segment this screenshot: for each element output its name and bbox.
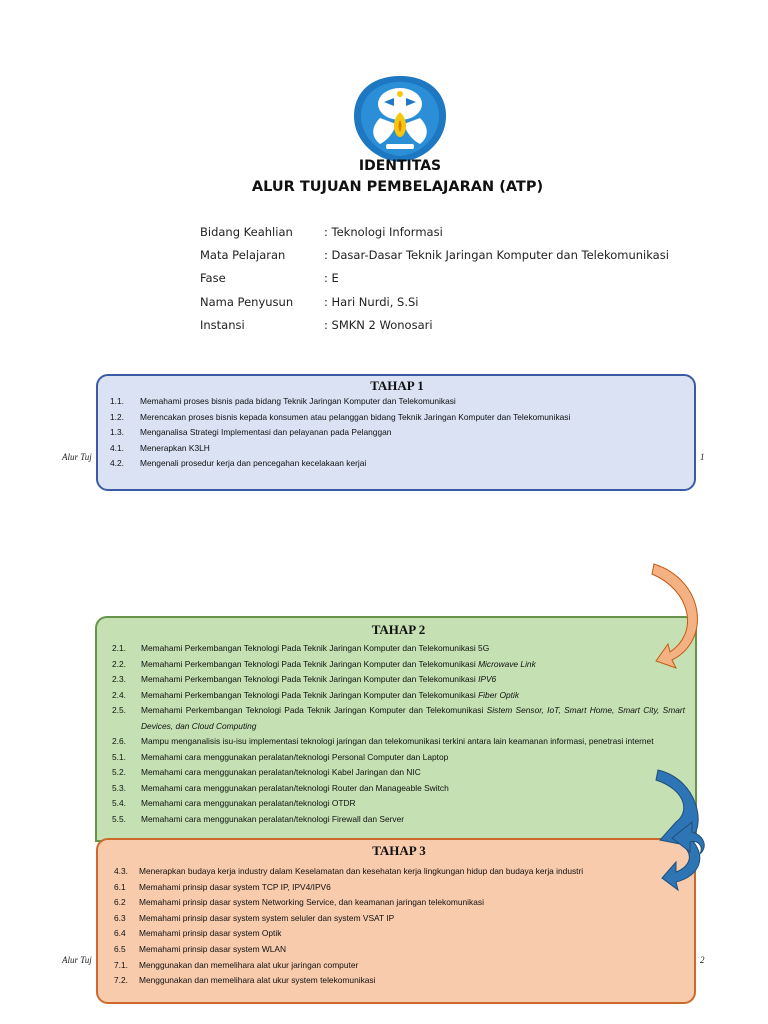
identity-value: : SMKN 2 Wonosari — [324, 317, 433, 332]
item-text: Memahami prinsip dasar system WLAN — [139, 943, 287, 954]
item-number: 2.6. — [112, 736, 126, 746]
item-number: 4.3. — [114, 866, 128, 876]
item-text: Menganalisa Strategi Implementasi dan pelayanan pada Pelanggan — [140, 427, 392, 437]
item-text: Menggunakan dan memelihara alat ukur jaringan computer — [139, 959, 359, 970]
item-number: 6.4 — [114, 928, 126, 939]
list-item — [114, 926, 684, 942]
identity-value: : Dasar-Dasar Teknik Jaringan Komputer dan Telekomunikasi — [324, 247, 669, 262]
logo-icon — [350, 74, 450, 164]
item-number: 1.2. — [110, 411, 124, 422]
item-number: 5.5. — [112, 813, 126, 824]
item-number: 1.1. — [110, 396, 124, 406]
item-text: Merencakan proses bisnis kepada konsumen atau pelanggan bidang Teknik Jaringan Komputer dan Telekomunikasi — [140, 411, 571, 422]
tahap3-title: TAHAP 3 — [372, 843, 426, 858]
item-number: 5.1. — [112, 751, 126, 762]
list-item — [114, 973, 684, 989]
list-item — [112, 796, 685, 812]
list-item — [112, 812, 685, 828]
item-text: Memahami Perkembangan Teknologi Pada Teknik Jaringan Komputer dan Telekomunikasi IPV6 — [141, 674, 497, 684]
list-item — [112, 657, 685, 673]
item-number: 2.1. — [112, 643, 126, 653]
list-item — [110, 425, 684, 441]
item-text: Memahami cara menggunakan peralatan/teknologi Personal Computer dan Laptop — [141, 751, 449, 762]
tahap3-box — [96, 838, 696, 1004]
list-item — [112, 688, 685, 704]
identity-row — [200, 267, 669, 290]
identity-label: Mata Pelajaran — [200, 247, 286, 262]
identity-label: Fase — [200, 271, 226, 286]
tahap2-title: TAHAP 2 — [371, 622, 426, 637]
identity-row — [200, 290, 669, 313]
item-text: Memahami prinsip dasar system system seluler dan system VSAT IP — [139, 912, 395, 923]
list-item — [112, 765, 685, 781]
item-text: Memahami cara menggunakan peralatan/teknologi Firewall dan Server — [141, 813, 405, 824]
list-item — [110, 394, 684, 410]
item-text: Memahami prinsip dasar system Optik — [139, 928, 282, 939]
identity-row — [200, 220, 669, 243]
document-title: IDENTITAS — [358, 158, 442, 174]
list-item — [112, 734, 685, 750]
item-number: 5.3. — [112, 782, 126, 793]
item-number: 7.1. — [114, 959, 128, 970]
item-number: 6.5 — [114, 943, 126, 954]
item-text: Memahami cara menggunakan peralatan/teknologi Router dan Manageable Switch — [141, 782, 449, 793]
item-number: 7.2. — [114, 975, 128, 986]
list-item — [110, 456, 684, 472]
item-number: 4.2. — [110, 458, 124, 468]
item-text: Memahami Perkembangan Teknologi Pada Teknik Jaringan Komputer dan Telekomunikasi 5G — [141, 643, 490, 653]
item-text: Memahami Perkembangan Teknologi Pada Teknik Jaringan Komputer dan Telekomunikasi Fiber Optik — [141, 689, 520, 700]
page-number: 1 — [700, 452, 705, 462]
list-item — [112, 781, 685, 797]
list-item — [114, 880, 684, 896]
list-item — [112, 672, 685, 688]
identity-table — [200, 220, 669, 336]
item-number: 2.4. — [112, 689, 126, 700]
item-number: 6.1 — [114, 881, 126, 892]
item-text: Memahami Perkembangan Teknologi Pada Teknik Jaringan Komputer dan Telekomunikasi Microwave Link — [141, 658, 536, 669]
tahap1-box — [96, 374, 696, 491]
identity-row — [200, 313, 669, 336]
tahap1-title: TAHAP 1 — [370, 378, 424, 393]
item-number: 2.5. — [112, 705, 126, 715]
item-number: 6.3 — [114, 912, 126, 923]
item-text: Mengenali prosedur kerja dan pencegahan kecelakaan kerjai — [140, 458, 367, 468]
item-text: Mampu menganalisis isu-isu implementasi teknologi jaringan dan telekomunikasi terkini antara lain keamanan informasi, penetrasi internet — [141, 736, 654, 746]
document-subtitle: ALUR TUJUAN PEMBELAJARAN (ATP) — [251, 179, 544, 195]
list-item — [112, 750, 685, 766]
tut-wuri-handayani-logo — [350, 74, 450, 164]
list-item — [112, 641, 685, 657]
identity-value: : Teknologi Informasi — [324, 224, 443, 239]
identity-label: Nama Penyusun — [200, 294, 294, 309]
list-item — [114, 942, 684, 958]
list-item — [110, 441, 684, 457]
page-footer-left: Alur Tuj — [62, 452, 92, 462]
identity-value: : Hari Nurdi, S.Si — [324, 294, 419, 309]
list-item — [114, 911, 684, 927]
item-text: Menerapkan budaya kerja industry dalam Keselamatan dan kesehatan kerja lingkungan hidup dan budaya kerja industri — [139, 866, 584, 876]
identity-value: : E — [324, 271, 339, 286]
identity-row — [200, 243, 669, 266]
item-text: Memahami prinsip dasar system Networking Service, dan keamanan jaringan telekomunikasi — [139, 897, 484, 908]
list-item — [114, 895, 684, 911]
item-number: 2.2. — [112, 658, 126, 669]
item-text: Memahami cara menggunakan peralatan/teknologi OTDR — [141, 798, 356, 808]
item-number: 1.3. — [110, 427, 124, 437]
item-text: Memahami Perkembangan Teknologi Pada Teknik Jaringan Komputer dan Telekomunikasi Sistem Sensor, IoT, Smart Home, Smart City, Smart Devices, dan Cloud Computing — [141, 705, 685, 731]
item-text: Memahami cara menggunakan peralatan/teknologi Kabel Jaringan dan NIC — [141, 767, 421, 777]
page-footer-left: Alur Tuj — [62, 955, 92, 965]
list-item — [114, 958, 684, 974]
tahap2-box — [95, 616, 697, 842]
item-text: Memahami proses bisnis pada bidang Teknik Jaringan Komputer dan Telekomunikasi — [140, 396, 456, 406]
item-number: 2.3. — [112, 674, 126, 684]
list-item — [110, 410, 684, 426]
list-item — [114, 864, 684, 880]
item-number: 4.1. — [110, 442, 124, 453]
item-text: Memahami prinsip dasar system TCP IP, IPV4/IPV6 — [139, 881, 331, 892]
item-text: Menggunakan dan memelihara alat ukur system telekomunikasi — [139, 975, 376, 986]
item-text: Menerapkan K3LH — [140, 442, 210, 453]
item-number: 5.4. — [112, 798, 126, 808]
item-number: 5.2. — [112, 767, 126, 777]
page-number: 2 — [700, 955, 705, 965]
item-number: 6.2 — [114, 897, 126, 908]
list-item — [112, 703, 685, 734]
identity-label: Instansi — [200, 317, 245, 332]
identity-label: Bidang Keahlian — [200, 224, 293, 239]
